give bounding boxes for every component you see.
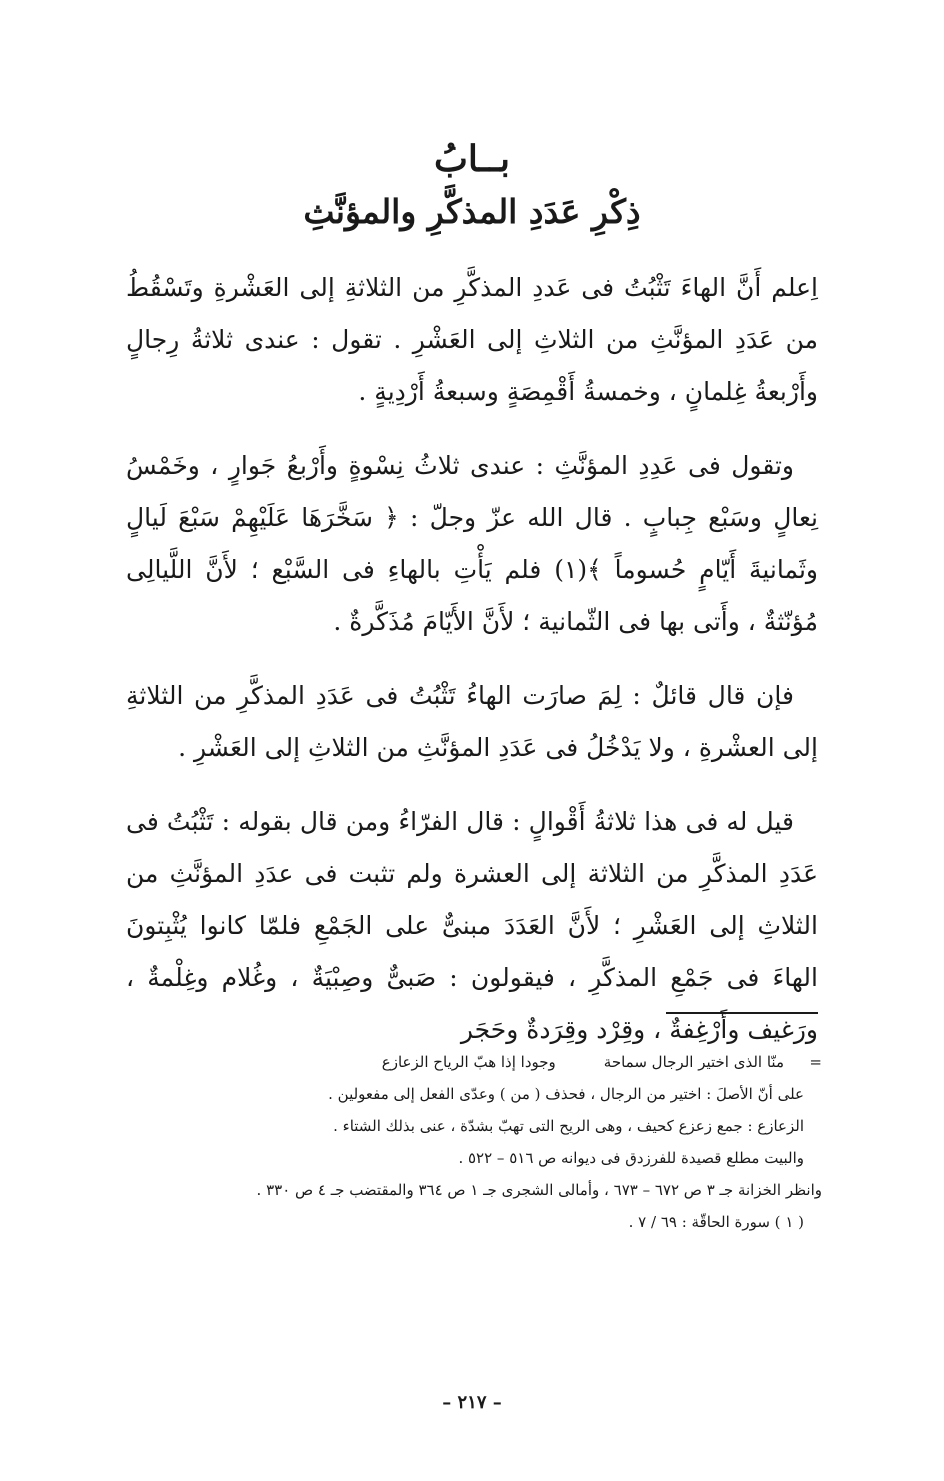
paragraph-2: وتقول فى عَدِدِ المؤنَّثِ : عندى ثلاثُ نِسْوةٍ وأَرْبعُ جَوارٍ ، وخَمْسُ نِعالٍ وسَبْع جِبابٍ . قال الله عزّ وجلّ : ﴿ سَخَّرَهَا عَلَيْهِمْ سَبْعَ لَيالٍ وثَمانيةَ أَيّامٍ حُسوماً ﴾(١) فلم يَأْتِ بالهاءِ فى السَّبْع ؛ لأَنَّ اللَّيالِى مُؤنّثةٌ ، وأَتى بها فى الثّمانية ؛ لأَنَّ الأَيّامَ مُذَكَّرةٌ . — [126, 451, 818, 636]
section-title: ذِكْرِ عَدَدِ المذكَّرِ والمؤنَّثِ — [303, 192, 641, 231]
continuation-mark: = — [809, 1053, 822, 1071]
chapter-heading: بــابُ — [434, 138, 510, 180]
verse-first-hemistich: منّا الذى اختير الرجال سماحة — [603, 1053, 784, 1071]
footnote-line: الزعازع : جمع زعزع كحيف ، وهى الريح التى تهبّ بشدّة ، عنى بذلك الشتاء . — [333, 1117, 804, 1135]
footnote-line: والبيت مطلع قصيدة للفرزدق فى ديوانه ص ٥١٦ – ٥٢٢ . — [458, 1149, 804, 1167]
footnote-line: على أنّ الأصلَ : اختير من الرجال ، فحذف ( من ) وعدّى الفعل إلى مفعولين . — [328, 1085, 804, 1103]
footnotes — [102, 1046, 822, 1238]
footnote-verse — [102, 1046, 822, 1078]
paragraph-3: فإن قال قائلٌ : لِمَ صارَت الهاءُ تَثْبُتُ فى عَدَدِ المذكَّرِ من الثلاثةِ إلى العشْرةِ ، ولا يَدْخُلُ فى عَدَدِ المؤنَّثِ من الثلاثِ إلى العَشْرِ . — [126, 681, 818, 762]
footnote-divider — [666, 1012, 818, 1014]
footnote-quran-reference: ( ١ ) سورة الحاقّة : ٦٩ / ٧ . — [628, 1213, 804, 1231]
verse-second-hemistich: وجودا إذا هبّ الرياح الزعازع — [381, 1053, 556, 1071]
footnote-line: وانظر الخزانة جـ ٣ ص ٦٧٢ – ٦٧٣ ، وأمالى الشجرى جـ ١ ص ٣٦٤ والمقتضب جـ ٤ ص ٣٣٠ . — [256, 1181, 822, 1199]
page-number: – ٢١٧ – — [442, 1392, 502, 1413]
paragraph-1: اِعلم أَنَّ الهاءَ تَثْبُتُ فى عَددِ المذكَّرِ من الثلاثةِ إلى العَشْرةِ وتَسْقُطُ من عَدَدِ المؤنَّثِ من الثلاثِ إلى العَشْرِ . تقول : عندى ثلاثةُ رِجالٍ وأَرْبعةُ غِلمانٍ ، وخمسةُ أَقْمِصَةٍ وسبعةُ أَرْدِيةٍ . — [126, 273, 818, 406]
main-text — [126, 262, 818, 1078]
paragraph-4: قيل له فى هذا ثلاثةُ أَقْوالٍ : قال الفرّاءُ ومن قال بقوله : تَثْبُتُ فى عَدَدِ المذكَّرِ من الثلاثة إلى العشرة ولم تثبت فى عدَدِ المؤنَّثِ من الثلاثِ إلى العَشْرِ ؛ لأَنَّ العَدَدَ مبنىٌّ على الجَمْعِ فلمّا كانوا يُثْبِتونَ الهاءَ فى جَمْعِ المذكَّرِ ، فيقولون : صَبىٌّ وصِبْيَةٌ ، وغُلام وغِلْمةٌ ، ورَغيف وأَرْغِفةٌ ، وقِرْد وقِرَدةٌ وحَجَر — [126, 807, 818, 1044]
